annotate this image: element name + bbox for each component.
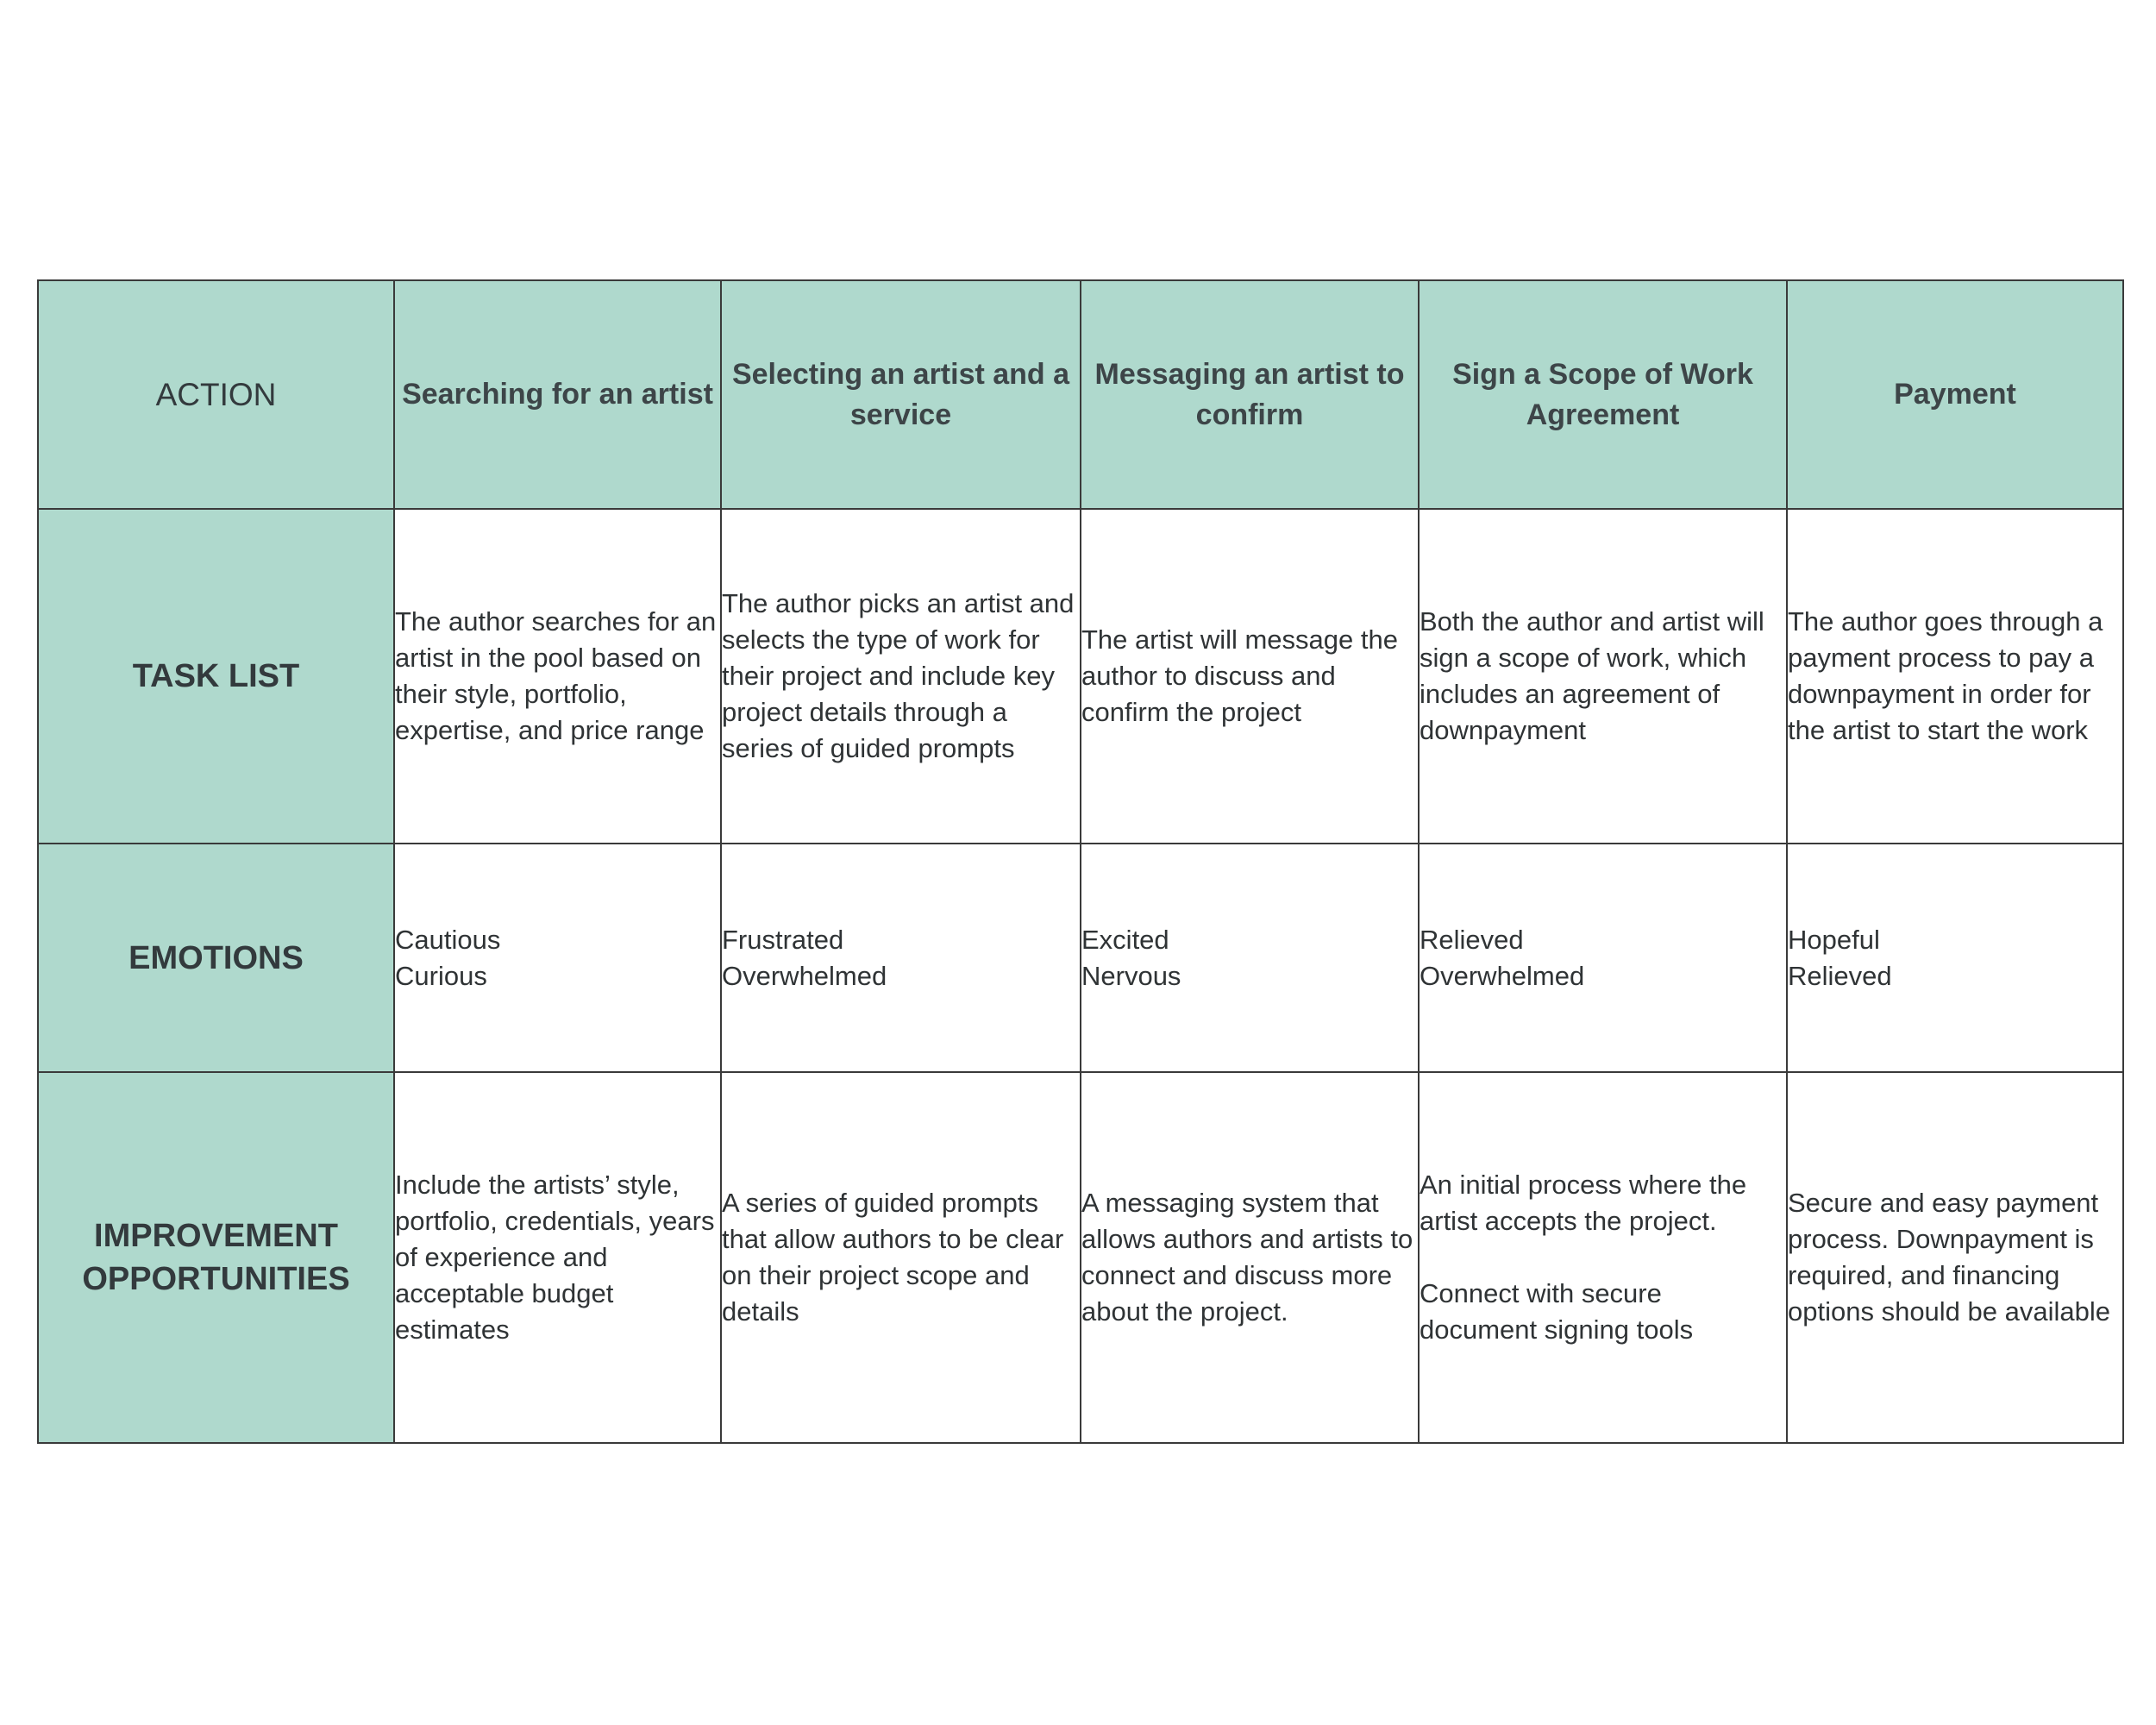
row-label-task-list: TASK LIST (38, 509, 394, 844)
row-label-action: ACTION (38, 280, 394, 509)
improvement-cell-messaging: A messaging system that allows authors and artists to connect and discuss more about the project. (1081, 1072, 1419, 1443)
task-cell-searching: The author searches for an artist in the pool based on their style, portfolio, expertise, and price range (394, 509, 721, 844)
improvement-cell-selecting: A series of guided prompts that allow authors to be clear on their project scope and details (721, 1072, 1081, 1443)
emotions-cell-payment: Hopeful Relieved (1787, 844, 2123, 1072)
customer-journey-table (37, 279, 2124, 1444)
column-header-searching: Searching for an artist (394, 280, 721, 509)
task-cell-messaging: The artist will message the author to discuss and confirm the project (1081, 509, 1419, 844)
action-row (38, 280, 2123, 509)
column-header-agreement: Sign a Scope of Work Agreement (1419, 280, 1787, 509)
task-cell-payment: The author goes through a payment process to pay a downpayment in order for the artist to start the work (1787, 509, 2123, 844)
emotions-cell-messaging: Excited Nervous (1081, 844, 1419, 1072)
task-cell-selecting: The author picks an artist and selects the type of work for their project and include key project details through a series of guided prompts (721, 509, 1081, 844)
task-cell-agreement: Both the author and artist will sign a scope of work, which includes an agreement of downpayment (1419, 509, 1787, 844)
row-label-emotions: EMOTIONS (38, 844, 394, 1072)
emotions-cell-selecting: Frustrated Overwhelmed (721, 844, 1081, 1072)
improvement-cell-searching: Include the artists’ style, portfolio, credentials, years of experience and acceptable budget estimates (394, 1072, 721, 1443)
emotions-cell-agreement: Relieved Overwhelmed (1419, 844, 1787, 1072)
column-header-messaging: Messaging an artist to confirm (1081, 280, 1419, 509)
column-header-payment: Payment (1787, 280, 2123, 509)
improvement-cell-agreement: An initial process where the artist accepts the project. Connect with secure document signing tools (1419, 1072, 1787, 1443)
emotions-cell-searching: Cautious Curious (394, 844, 721, 1072)
task-list-row (38, 509, 2123, 844)
improvement-row (38, 1072, 2123, 1443)
emotions-row (38, 844, 2123, 1072)
column-header-selecting: Selecting an artist and a service (721, 280, 1081, 509)
improvement-cell-payment: Secure and easy payment process. Downpayment is required, and financing options should be available (1787, 1072, 2123, 1443)
row-label-improvement: IMPROVEMENT OPPORTUNITIES (38, 1072, 394, 1443)
